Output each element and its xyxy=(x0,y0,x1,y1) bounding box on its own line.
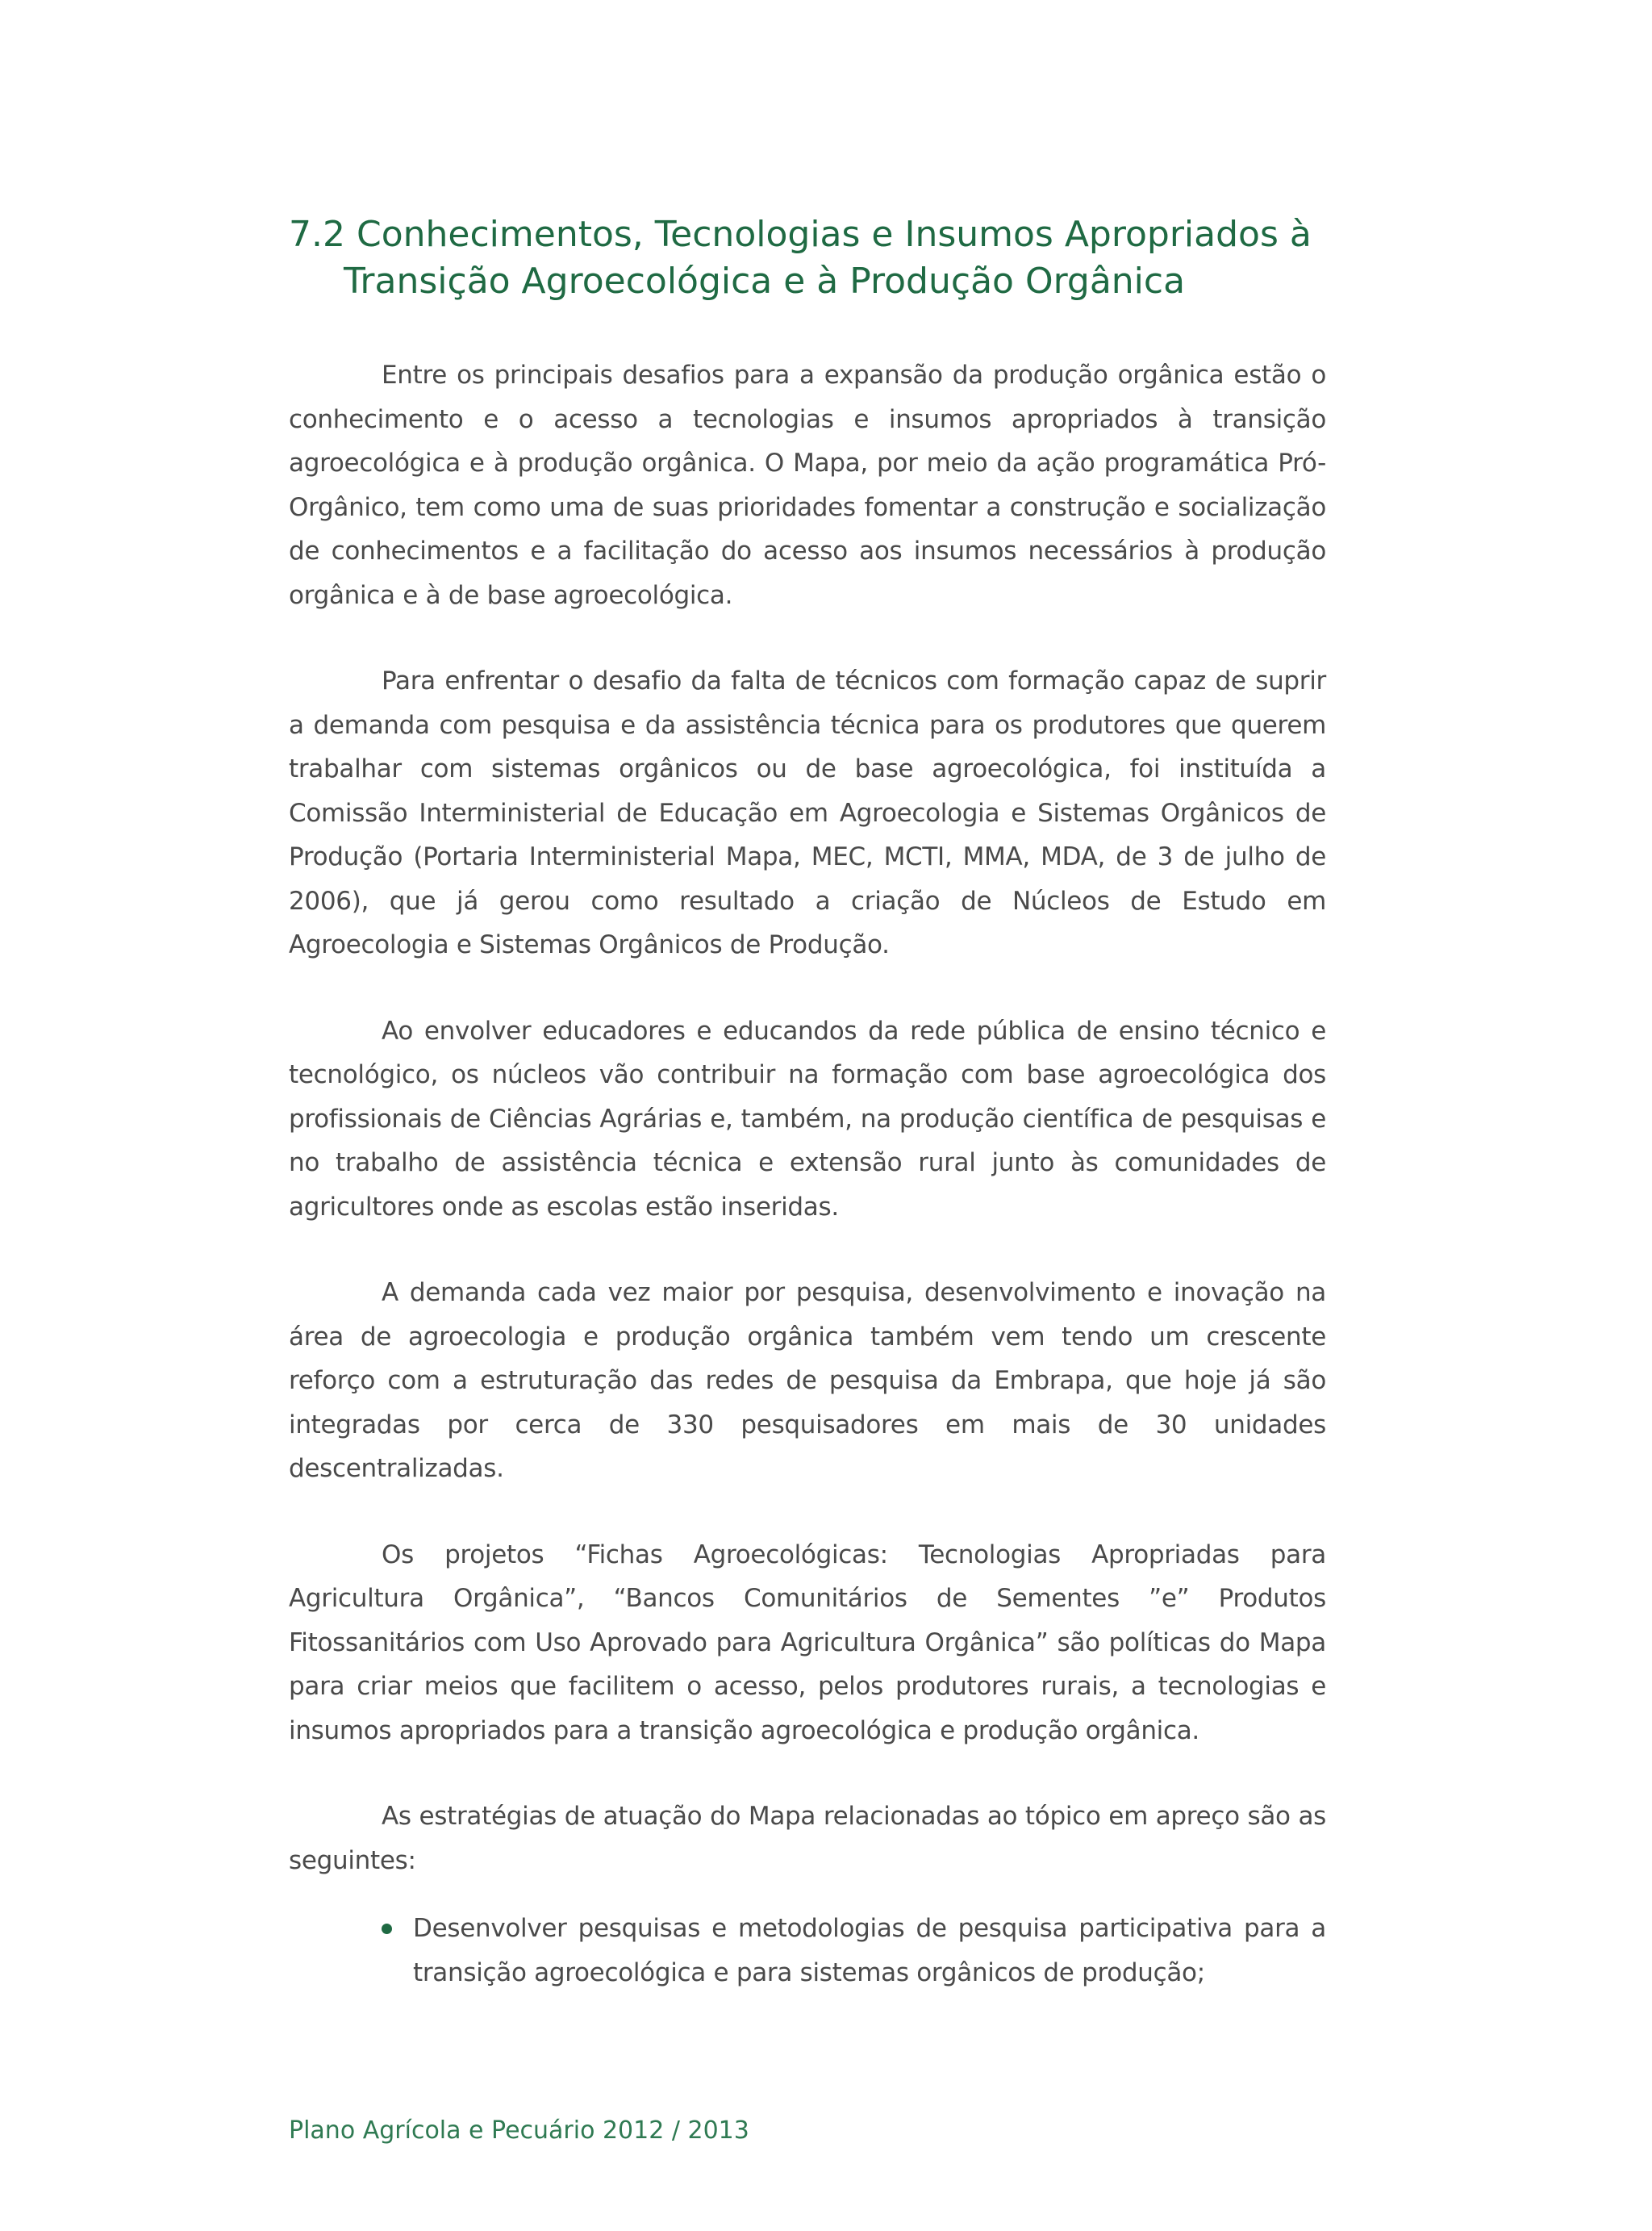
list-item xyxy=(379,1907,1326,1995)
strategy-list xyxy=(289,1907,1326,1995)
list-item-text: Desenvolver pesquisas e metodologias de pesquisa participativa para a transição agroecológica e para sistemas orgânicos de produção; xyxy=(413,1914,1326,1987)
bullet-icon xyxy=(382,1924,392,1934)
paragraph-5: Os projetos “Fichas Agroecológicas: Tecnologias Apropriadas para Agricultura Orgânica”, “Bancos Comunitários de Sementes ”e” Produtos Fitossanitários com Uso Aprovado para Agricultura Orgânica” são políticas do Mapa para criar meios que facilitem o acesso, pelos produtores rurais, a tecnologias e insumos apropriados para a transição agroecológica e produção orgânica. xyxy=(289,1540,1326,1745)
paragraph-3: Ao envolver educadores e educandos da rede pública de ensino técnico e tecnológico, os núcleos vão contribuir na formação com base agroecológica dos profissionais de Ciências Agrárias e, também, na produção científica de pesquisas e no trabalho de assistência técnica e extensão rural junto às comunidades de agricultores onde as escolas estão inseridas. xyxy=(289,1016,1326,1222)
body-text xyxy=(289,353,1326,1995)
paragraph-4: A demanda cada vez maior por pesquisa, desenvolvimento e inovação na área de agroecologia e produção orgânica também vem tendo um crescente reforço com a estruturação das redes de pesquisa da Embrapa, que hoje já são integradas por cerca de 330 pesquisadores em mais de 30 unidades descentralizadas. xyxy=(289,1278,1326,1483)
paragraph-2: Para enfrentar o desafio da falta de técnicos com formação capaz de suprir a demanda com pesquisa e da assistência técnica para os produtores que querem trabalhar com sistemas orgânicos ou de base agroecológica, foi instituída a Comissão Interministerial de Educação em Agroecologia e Sistemas Orgânicos de Produção (Portaria Interministerial Mapa, MEC, MCTI, MMA, MDA, de 3 de julho de 2006), que já gerou como resultado a criação de Núcleos de Estudo em Agroecologia e Sistemas Orgânicos de Produção. xyxy=(289,666,1326,959)
section-number: 7.2 xyxy=(289,214,345,255)
paragraph-6: As estratégias de atuação do Mapa relacionadas ao tópico em apreço são as seguintes: xyxy=(289,1802,1326,1875)
section-title: Conhecimentos, Tecnologias e Insumos Apropriados à Transição Agroecológica e à Produção Orgânica xyxy=(344,214,1312,302)
section-heading xyxy=(289,211,1326,305)
paragraph-1: Entre os principais desafios para a expansão da produção orgânica estão o conhecimento e o acesso a tecnologias e insumos apropriados à transição agroecológica e à produção orgânica. O Mapa, por meio da ação programática Pró-Orgânico, tem como uma de suas prioridades fomentar a construção e socialização de conhecimentos e a facilitação do acesso aos insumos necessários à produção orgânica e à de base agroecológica. xyxy=(289,361,1326,610)
page-footer: Plano Agrícola e Pecuário 2012 / 2013 xyxy=(289,2116,749,2145)
page-content xyxy=(289,211,1326,1995)
